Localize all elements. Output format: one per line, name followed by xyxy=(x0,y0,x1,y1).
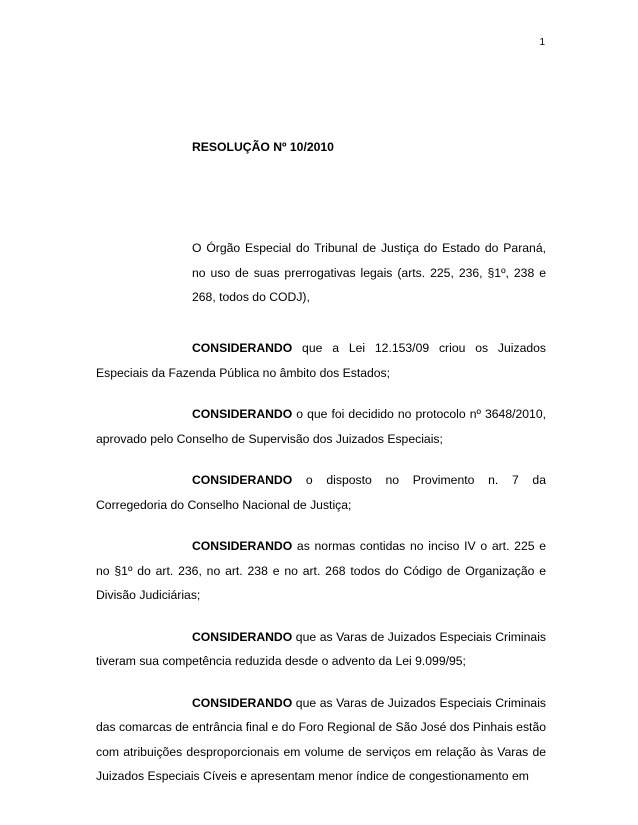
considerando-text: que a Lei 12.153/09 criou os Juizados Especiais da Fazenda Pública no âmbito dos Estados; xyxy=(96,341,546,380)
considerando-keyword: CONSIDERANDO xyxy=(192,407,293,421)
considerando-paragraph xyxy=(96,402,546,451)
considerando-text: o disposto no Provimento n. 7 da Corregedoria do Conselho Nacional de Justiça; xyxy=(96,473,546,512)
page-number: 1 xyxy=(539,37,545,48)
considerando-paragraph xyxy=(96,625,546,674)
considerando-keyword: CONSIDERANDO xyxy=(192,473,293,487)
considerando-text: que as Varas de Juizados Especiais Criminais tiveram sua competência reduzida desde o advento da Lei 9.099/95; xyxy=(96,629,546,668)
preamble-paragraph: O Órgão Especial do Tribunal de Justiça do Estado do Paraná, no uso de suas prerrogativas legais (arts. 225, 236, §1º, 238 e 268, todos do CODJ), xyxy=(192,241,546,304)
considerando-paragraph xyxy=(96,336,546,385)
considerando-paragraph xyxy=(96,691,546,789)
considerando-text: o que foi decidido no protocolo nº 3648/2010, aprovado pelo Conselho de Supervisão dos Juizados Especiais; xyxy=(96,407,546,446)
considerando-keyword: CONSIDERANDO xyxy=(192,341,293,355)
considerando-keyword: CONSIDERANDO xyxy=(192,629,293,644)
considerando-keyword: CONSIDERANDO xyxy=(192,539,293,553)
considerando-paragraph xyxy=(96,534,546,608)
considerandos-section xyxy=(96,336,546,789)
resolution-title: RESOLUÇÃO Nº 10/2010 xyxy=(192,140,334,154)
considerando-paragraph xyxy=(96,468,546,517)
considerando-text: as normas contidas no inciso IV o art. 225 e no §1º do art. 236, no art. 238 e no art. 268 todos do Código de Organização e Divisão Judiciárias; xyxy=(96,539,546,602)
considerando-text: que as Varas de Juizados Especiais Criminais das comarcas de entrância final e do Foro Regional de São José dos Pinhais estão com atribuições desproporcionais em volume de serviços em relação às Varas de Juizados Especiais Cíveis e apresentam menor índice de congestionamento em xyxy=(96,695,546,783)
considerando-keyword: CONSIDERANDO xyxy=(192,695,293,710)
